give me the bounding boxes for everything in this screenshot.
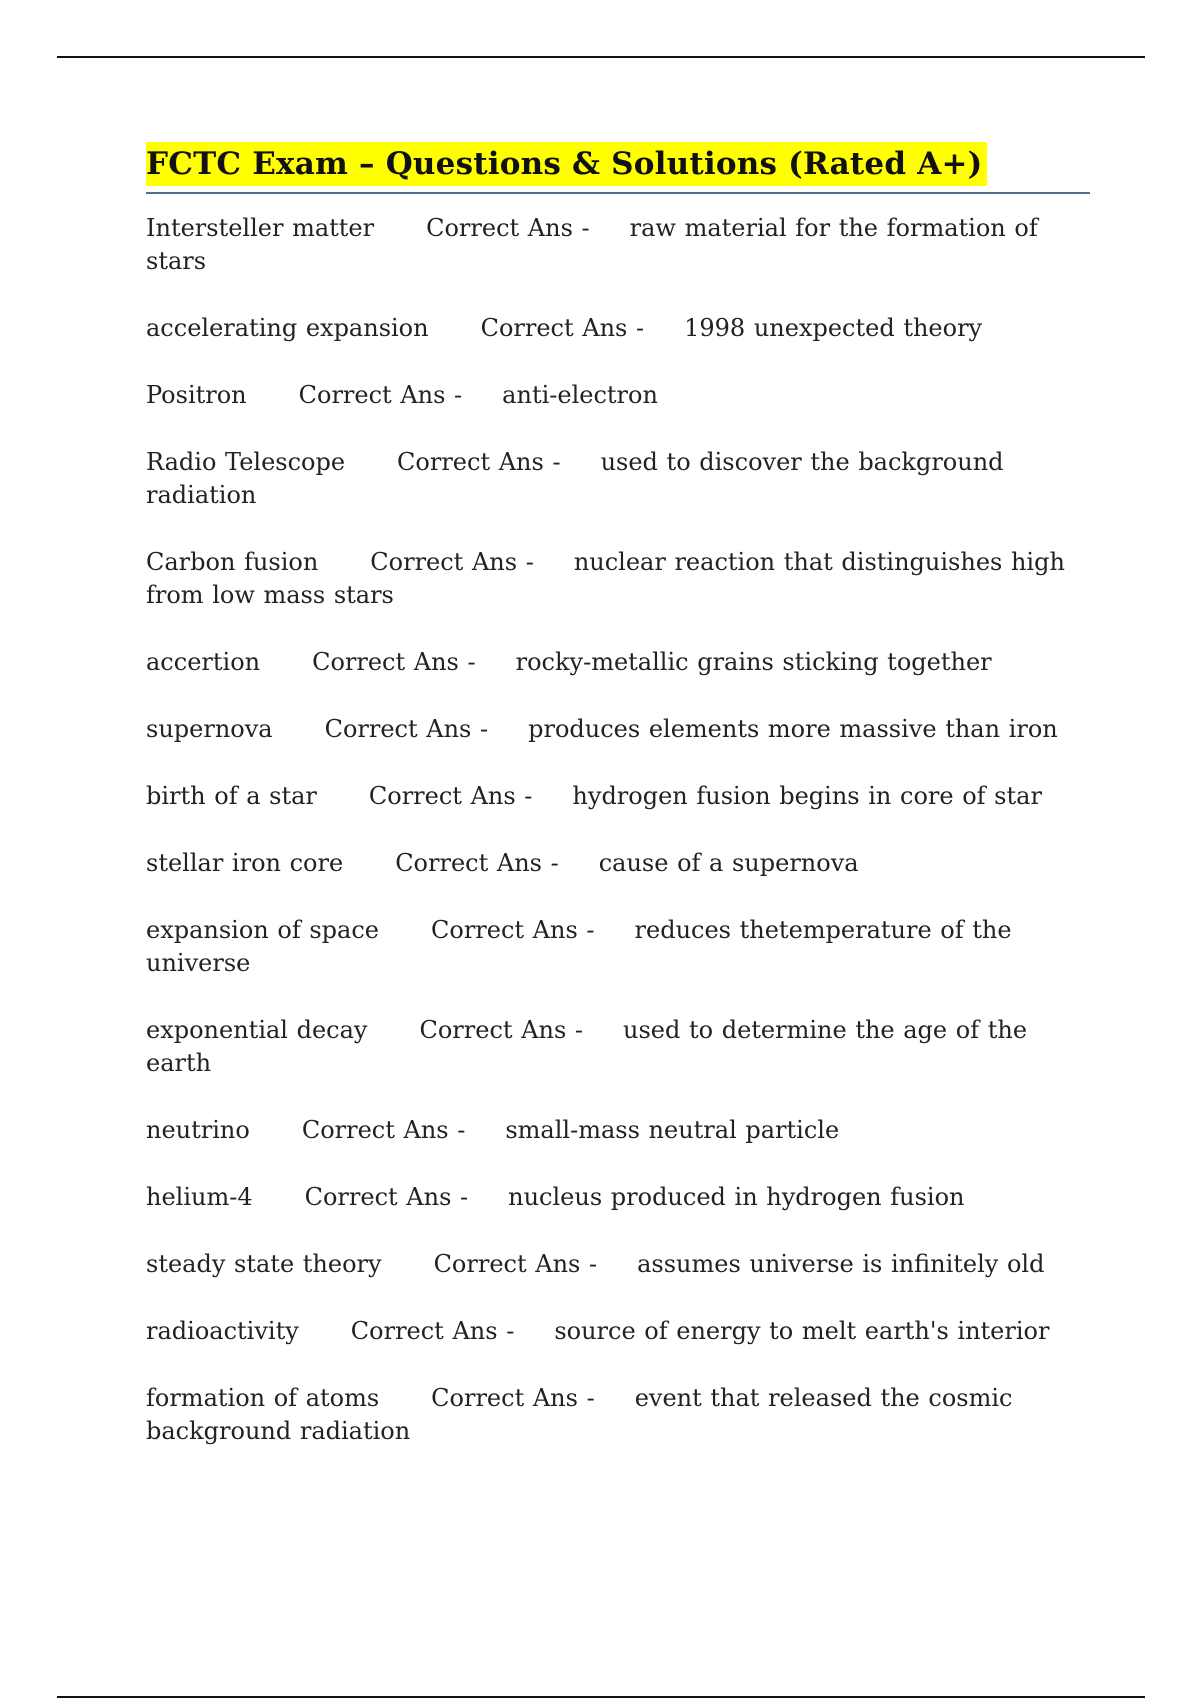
term: helium-4 xyxy=(146,1183,253,1211)
term: radioactivity xyxy=(146,1317,299,1345)
term: accertion xyxy=(146,648,261,676)
header-rule xyxy=(57,56,1145,58)
list-item xyxy=(146,780,1090,813)
qa-list xyxy=(146,212,1090,1448)
answer-separator: Correct Ans - xyxy=(368,782,533,810)
list-item xyxy=(146,847,1090,880)
term: formation of atoms xyxy=(146,1384,380,1412)
answer: raw material for the formation of stars xyxy=(146,214,1038,275)
answer-separator: Correct Ans - xyxy=(419,1016,584,1044)
list-item xyxy=(146,646,1090,679)
answer: cause of a supernova xyxy=(598,849,859,877)
title-block xyxy=(146,142,1090,194)
answer-separator: Correct Ans - xyxy=(431,916,595,944)
list-item xyxy=(146,1315,1090,1348)
term: supernova xyxy=(146,715,273,743)
answer: source of energy to melt earth's interior xyxy=(554,1317,1050,1345)
answer-separator: Correct Ans - xyxy=(426,214,590,242)
answer-separator: Correct Ans - xyxy=(298,381,463,409)
list-item xyxy=(146,1248,1090,1281)
answer-separator: Correct Ans - xyxy=(433,1250,598,1278)
answer-separator: Correct Ans - xyxy=(304,1183,469,1211)
answer: used to discover the background radiation xyxy=(146,448,1004,509)
answer-separator: Correct Ans - xyxy=(312,648,476,676)
term: Carbon fusion xyxy=(146,548,319,576)
answer: anti-electron xyxy=(502,381,658,409)
list-item xyxy=(146,1382,1090,1448)
term: Positron xyxy=(146,381,247,409)
list-item xyxy=(146,212,1090,278)
term: exponential decay xyxy=(146,1016,368,1044)
answer-separator: Correct Ans - xyxy=(350,1317,515,1345)
answer-separator: Correct Ans - xyxy=(397,448,561,476)
term: stellar iron core xyxy=(146,849,344,877)
term: expansion of space xyxy=(146,916,379,944)
answer-separator: Correct Ans - xyxy=(301,1116,466,1144)
list-item xyxy=(146,546,1090,612)
answer: assumes universe is infinitely old xyxy=(637,1250,1045,1278)
list-item xyxy=(146,312,1090,345)
answer: nucleus produced in hydrogen fusion xyxy=(508,1183,965,1211)
answer-separator: Correct Ans - xyxy=(431,1384,595,1412)
answer: nuclear reaction that distinguishes high from low mass stars xyxy=(146,548,1065,609)
answer: 1998 unexpected theory xyxy=(684,314,983,342)
answer-separator: Correct Ans - xyxy=(324,715,489,743)
list-item xyxy=(146,914,1090,980)
answer: rocky-metallic grains sticking together xyxy=(515,648,992,676)
page-title: FCTC Exam – Questions & Solutions (Rated A+) xyxy=(146,142,987,186)
answer: event that released the cosmic background radiation xyxy=(146,1384,1013,1445)
answer: reduces thetemperature of the universe xyxy=(146,916,1012,977)
answer-separator: Correct Ans - xyxy=(370,548,534,576)
list-item xyxy=(146,446,1090,512)
list-item xyxy=(146,1014,1090,1080)
list-item xyxy=(146,1114,1090,1147)
list-item xyxy=(146,379,1090,412)
answer: used to determine the age of the earth xyxy=(146,1016,1028,1077)
term: steady state theory xyxy=(146,1250,382,1278)
term: accelerating expansion xyxy=(146,314,429,342)
term: neutrino xyxy=(146,1116,250,1144)
footer-rule xyxy=(57,1696,1145,1698)
answer-separator: Correct Ans - xyxy=(480,314,645,342)
term: Intersteller matter xyxy=(146,214,375,242)
answer-separator: Correct Ans - xyxy=(395,849,559,877)
answer: produces elements more massive than iron xyxy=(528,715,1058,743)
term: birth of a star xyxy=(146,782,317,810)
document-body xyxy=(146,142,1090,1482)
list-item xyxy=(146,1181,1090,1214)
answer: small-mass neutral particle xyxy=(505,1116,840,1144)
answer: hydrogen fusion begins in core of star xyxy=(572,782,1042,810)
list-item xyxy=(146,713,1090,746)
term: Radio Telescope xyxy=(146,448,346,476)
